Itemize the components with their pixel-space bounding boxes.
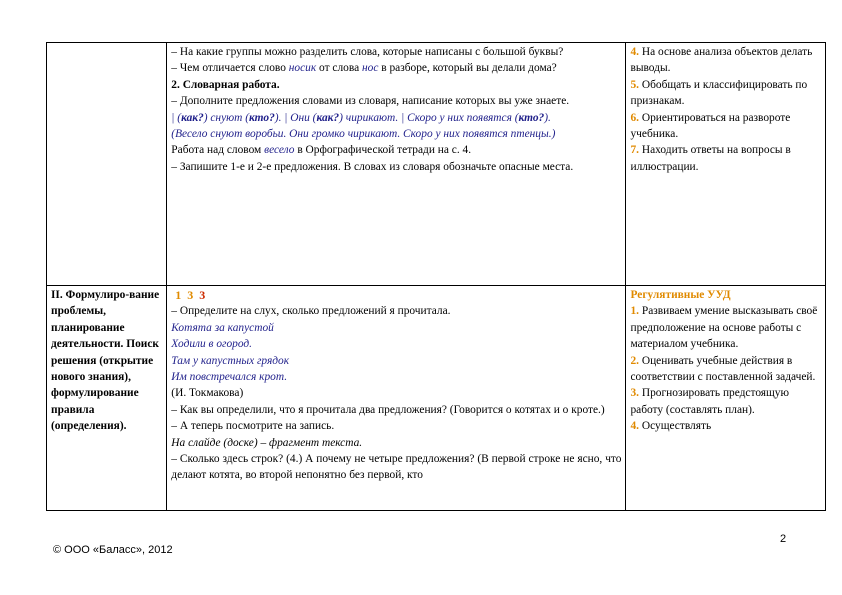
activity-cell bbox=[167, 43, 626, 286]
section-heading: 2. Словарная работа. bbox=[171, 78, 280, 91]
stage-title: II. Формулиро-вание проблемы, планирование деятельности. Поиск решения (открытие нового знания), формулирование правила (определения). bbox=[47, 286, 167, 511]
poem-line: Там у капустных грядок bbox=[171, 354, 290, 367]
poem-line: Котята за капустой bbox=[171, 321, 274, 334]
skill-item: 6. Ориентироваться на развороте учебника. bbox=[630, 111, 791, 141]
table-row bbox=[47, 286, 826, 511]
question-line: – Сколько здесь строк? (4.) А почему не четыре предложения? (В первой строке не ясно, что делают котята, во второй непонятно без первой, кто bbox=[171, 453, 622, 482]
poem-line: Ходили в огород. bbox=[171, 338, 253, 351]
answer-line: (Весело снуют воробьи. Они громко чирикают. Скоро у них появятся птенцы.) bbox=[171, 128, 556, 141]
instruction-line: – А теперь посмотрите на запись. bbox=[171, 420, 335, 433]
skill-item: 4. На основе анализа объектов делать выводы. bbox=[630, 46, 813, 75]
activity-cell bbox=[167, 286, 626, 511]
slide-markers: 1 3 3 bbox=[175, 288, 206, 302]
poem-author: (И. Токмакова) bbox=[171, 387, 244, 400]
skill-item: 2. Оценивать учебные действия в соответствии с поставленной задачей. bbox=[630, 354, 816, 384]
write-task-line: – Запишите 1-е и 2-е предложения. В словах из словаря обозначьте опасные места. bbox=[171, 160, 574, 173]
copyright-footer: © ООО «Баласс», 2012 bbox=[53, 544, 173, 556]
skill-item: 5. Обобщать и классифицировать по признакам. bbox=[630, 78, 808, 108]
page-number: 2 bbox=[780, 533, 787, 545]
lesson-plan-table bbox=[46, 42, 826, 511]
skill-item: 4. Осуществлять bbox=[630, 420, 712, 433]
uud-title: Регулятивные УУД bbox=[630, 289, 731, 301]
skill-item: 3. Прогнозировать предстоящую работу (составлять план). bbox=[630, 387, 790, 416]
instruction-line: – Определите на слух, сколько предложений я прочитала. bbox=[171, 305, 451, 318]
skill-item: 7. Находить ответы на вопросы в иллюстрации. bbox=[630, 144, 791, 173]
slide-note: На слайде (доске) – фрагмент текста. bbox=[171, 436, 363, 449]
question-line: – На какие группы можно разделить слова, которые написаны с большой буквы? bbox=[171, 46, 564, 58]
work-line: Работа над словом весело в Орфографической тетради на с. 4. bbox=[171, 144, 472, 157]
question-line: – Как вы определили, что я прочитала два предложения? (Говорится о котятах и о кроте.) bbox=[171, 403, 605, 416]
stage-cell-empty bbox=[47, 43, 167, 286]
table-row bbox=[47, 43, 826, 286]
question-line: – Чем отличается слово носик от слова нос в разборе, который вы делали дома? bbox=[171, 62, 557, 75]
skill-item: 1. Развиваем умение высказывать своё предположение на основе работы с материалом учебника. bbox=[630, 305, 818, 351]
exercise-line: | (как?) снуют (кто?). | Они (как?) чирикают. | Скоро у них появятся (кто?). bbox=[171, 111, 551, 124]
task-line: – Дополните предложения словами из словаря, написание которых вы уже знаете. bbox=[171, 95, 570, 108]
skills-cell bbox=[626, 286, 826, 511]
skills-cell bbox=[626, 43, 826, 286]
poem-line: Им повстречался крот. bbox=[171, 371, 288, 384]
